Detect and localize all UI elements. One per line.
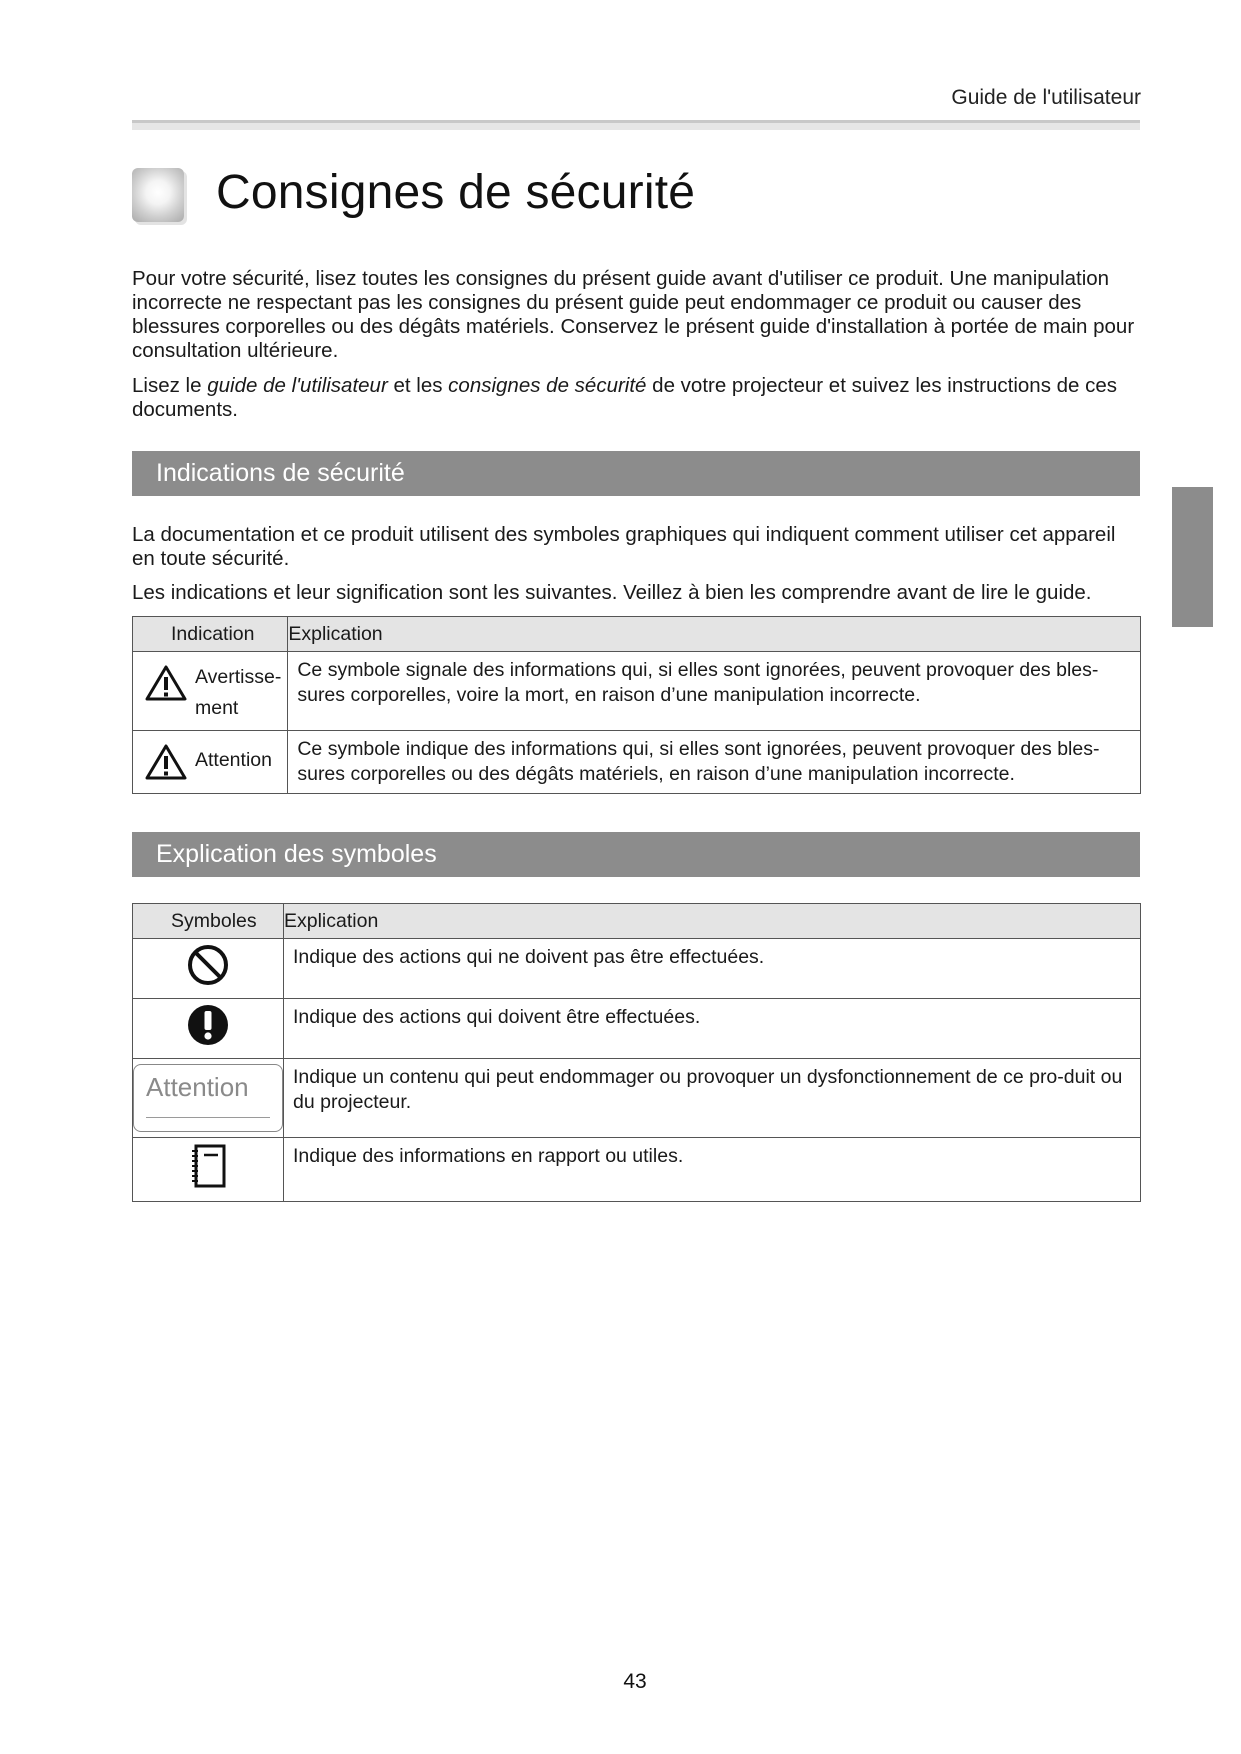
table-header-row — [133, 617, 1141, 652]
table-header-cell — [284, 904, 1141, 939]
table-row — [133, 652, 1141, 731]
section-bar-indications: Indications de sécurité — [132, 451, 1140, 496]
table-row — [133, 1138, 1141, 1202]
symbol-cell — [133, 999, 284, 1059]
table-header-cell — [133, 904, 284, 939]
explication-cell: Indique des informations en rapport ou utiles. — [284, 1138, 1141, 1202]
indications-table — [132, 616, 1141, 794]
table-header-cell — [133, 617, 288, 652]
table-row — [133, 999, 1141, 1059]
header-symboles: Symboles — [171, 909, 257, 932]
symbol-cell — [133, 1138, 284, 1202]
title-marker-icon — [132, 168, 184, 222]
intro-p2-part1: Lisez le — [132, 374, 208, 397]
explication-cell: Indique un contenu qui peut endommager ou provoquer un dysfonctionnement de ce pro-duit ou du projecteur. — [284, 1059, 1141, 1138]
page-number: 43 — [623, 1670, 647, 1693]
header-explication: Explication — [284, 909, 379, 932]
symbols-table — [132, 903, 1141, 1202]
indications-text — [132, 523, 1142, 615]
user-guide-ref: guide de l'utilisateur — [207, 374, 388, 397]
indication-wrap — [145, 741, 281, 781]
section-bar-symbols: Explication des symboles — [132, 832, 1140, 877]
running-head: Guide de l'utilisateur — [951, 86, 1141, 109]
indications-paragraph-1: La documentation et ce produit utilisent des symboles graphiques qui indiquent comment utiliser cet appareil en toute sécurité. — [132, 523, 1116, 570]
warning-triangle-icon — [145, 664, 187, 702]
attention-box — [133, 1064, 283, 1132]
page-title: Consignes de sécurité — [216, 166, 696, 219]
intro-p2-part3: de votre projecteur et suivez les instructions de ces documents. — [132, 374, 1118, 421]
table-row — [133, 939, 1141, 999]
attention-box-underline — [146, 1117, 270, 1119]
indication-cell — [133, 731, 288, 794]
notebook-icon — [186, 1142, 230, 1190]
indications-paragraph-2: Les indications et leur signification sont les suivantes. Veillez à bien les comprendre avant de lire le guide. — [132, 581, 1092, 604]
indication-wrap — [145, 662, 281, 724]
intro-section — [132, 267, 1142, 433]
caution-triangle-icon — [145, 743, 187, 781]
symbol-cell — [133, 939, 284, 999]
header-explication: Explication — [288, 622, 383, 645]
indication-cell — [133, 652, 288, 731]
mandatory-icon — [186, 1003, 230, 1047]
explication-cell: Indique des actions qui ne doivent pas être effectuées. — [284, 939, 1141, 999]
table-row — [133, 731, 1141, 794]
table-header-row — [133, 904, 1141, 939]
explication-cell: Ce symbole indique des informations qui, si elles sont ignorées, peuvent provoquer des bles-sures corporelles ou des dégâts matériels, en raison d’une manipulation incorrecte. — [288, 731, 1141, 794]
table-header-cell — [288, 617, 1141, 652]
explication-cell: Indique des actions qui doivent être effectuées. — [284, 999, 1141, 1059]
intro-paragraph-2 — [132, 374, 1142, 422]
header-rule — [132, 120, 1140, 130]
intro-p2-part2: et les — [387, 374, 449, 397]
prohibited-icon — [186, 943, 230, 987]
indication-label-attention: Attention — [195, 749, 272, 771]
symbol-cell — [133, 1059, 284, 1138]
side-tab — [1172, 487, 1213, 627]
safety-instructions-ref: consignes de sécurité — [448, 374, 647, 397]
indication-label-warning: Avertisse-ment — [195, 666, 282, 719]
intro-paragraph-1: Pour votre sécurité, lisez toutes les consignes du présent guide avant d'utiliser ce produit. Une manipulation incorrecte ne respectant pas les consignes du présent guide peut endommager ce produit ou causer des blessures corporelles ou des dégâts matériels. Conservez le présent guide d'installation à portée de main pour consultation ultérieure. — [132, 267, 1135, 362]
explication-cell: Ce symbole signale des informations qui, si elles sont ignorées, peuvent provoquer des bles-sures corporelles, voire la mort, en raison d’une manipulation incorrecte. — [288, 652, 1141, 731]
attention-box-label: Attention — [146, 1072, 249, 1102]
header-indication: Indication — [171, 622, 255, 645]
table-row — [133, 1059, 1141, 1138]
